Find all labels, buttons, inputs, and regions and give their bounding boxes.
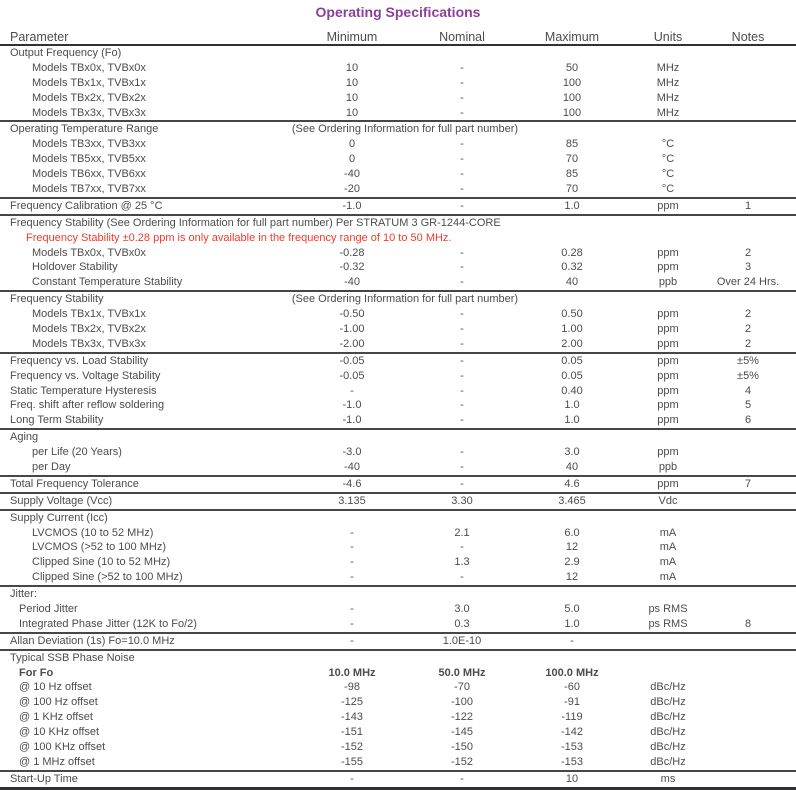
table-row <box>0 681 796 696</box>
nominal-cell: - <box>460 460 464 473</box>
maximum-cell: 1.0 <box>564 399 580 412</box>
section-header-row <box>0 651 796 666</box>
minimum-cell: -40 <box>344 168 360 181</box>
parameter-cell: Models TBx0x, TVBx0x <box>32 61 146 74</box>
units-cell: Vdc <box>658 494 678 507</box>
minimum-cell: -152 <box>340 741 364 754</box>
nominal-cell: 1.3 <box>454 556 470 569</box>
nominal-cell: - <box>460 138 464 151</box>
section-header-row <box>0 216 796 231</box>
parameter-cell: Models TBx0x, TVBx0x <box>32 246 146 259</box>
maximum-cell: 0.40 <box>561 384 583 397</box>
minimum-cell: -0.28 <box>339 246 365 259</box>
nominal-cell: - <box>460 153 464 166</box>
minimum-cell: 10 <box>345 61 359 74</box>
units-cell: mA <box>659 526 677 539</box>
table-row <box>0 555 796 570</box>
minimum-cell: 0 <box>348 153 356 166</box>
parameter-cell: For Fo <box>19 666 54 679</box>
nominal-cell: - <box>460 91 464 104</box>
maximum-cell: 85 <box>565 138 579 151</box>
table-row <box>0 460 796 477</box>
nominal-cell: - <box>460 261 464 274</box>
parameter-cell: LVCMOS (10 to 52 MHz) <box>32 526 154 539</box>
notes-cell: 5 <box>744 399 752 412</box>
minimum-cell: -2.00 <box>339 337 365 350</box>
parameter-cell: Supply Voltage (Vcc) <box>10 494 113 507</box>
maximum-cell: 12 <box>565 571 579 584</box>
units-cell: MHz <box>656 76 680 89</box>
maximum-cell: -91 <box>564 696 580 709</box>
maximum-cell: 6.0 <box>564 526 580 539</box>
maximum-cell: 100 <box>562 106 582 119</box>
parameter-cell: per Life (20 Years) <box>32 446 122 459</box>
table-row <box>0 617 796 634</box>
table-row <box>0 477 796 494</box>
maximum-cell: -153 <box>560 755 584 768</box>
nominal-cell: 0.3 <box>454 617 470 630</box>
units-cell: dBc/Hz <box>650 711 686 724</box>
nominal-cell: -150 <box>450 741 474 754</box>
maximum-cell: 0.50 <box>561 308 583 321</box>
maximum-cell: 0.28 <box>561 246 583 259</box>
section-header-row <box>0 587 796 602</box>
notes-cell: ±5% <box>737 369 759 382</box>
units-cell: ppm <box>657 399 679 412</box>
parameter-cell: Models TB6xx, TVB6xx <box>32 168 146 181</box>
parameter-cell: Models TBx3x, TVBx3x <box>32 106 146 119</box>
column-header-notes: Notes <box>731 30 765 44</box>
units-cell: dBc/Hz <box>650 755 686 768</box>
minimum-cell: - <box>350 571 354 584</box>
section-header-row <box>0 430 796 445</box>
table-row <box>0 755 796 772</box>
table-row <box>0 634 796 651</box>
table-row <box>0 182 796 199</box>
units-cell: MHz <box>656 61 680 74</box>
minimum-cell: -0.50 <box>339 308 365 321</box>
table-row <box>0 570 796 587</box>
minimum-cell: -0.05 <box>339 369 365 382</box>
maximum-cell: 100 <box>562 76 582 89</box>
table-row <box>0 413 796 430</box>
units-cell: mA <box>659 571 677 584</box>
units-cell: mA <box>659 556 677 569</box>
notes-cell: Over 24 Hrs. <box>716 276 780 289</box>
maximum-cell: 5.0 <box>564 603 580 615</box>
parameter-cell: Aging <box>10 431 39 444</box>
units-cell: mA <box>659 541 677 554</box>
nominal-cell: - <box>460 246 464 259</box>
maximum-cell: 3.465 <box>558 494 586 507</box>
minimum-cell: - <box>350 603 354 615</box>
table-header-row <box>0 24 796 46</box>
table-row <box>0 106 796 123</box>
minimum-cell: -3.0 <box>342 446 362 459</box>
nominal-cell: - <box>460 571 464 584</box>
units-cell: ms <box>660 772 676 785</box>
nominal-cell: - <box>460 384 464 397</box>
table-row <box>0 384 796 399</box>
table-row <box>0 725 796 740</box>
table-row <box>0 445 796 460</box>
column-header-units: Units <box>653 30 683 44</box>
table-row <box>0 666 796 681</box>
minimum-cell: -40 <box>344 276 360 289</box>
column-header-nominal: Nominal <box>439 30 485 44</box>
parameter-cell: Jitter: <box>10 588 37 601</box>
page-title: Operating Specifications <box>315 4 481 20</box>
maximum-cell: -60 <box>564 681 580 694</box>
nominal-cell: 3.0 <box>454 603 470 615</box>
nominal-cell: 3.30 <box>451 494 473 507</box>
maximum-cell: 0.32 <box>561 261 583 274</box>
maximum-cell: 2.9 <box>564 556 580 569</box>
maximum-cell: 2.00 <box>561 337 583 350</box>
maximum-cell: 100 <box>562 91 582 104</box>
units-cell: °C <box>661 182 675 195</box>
units-cell: ppm <box>657 354 679 367</box>
notes-cell: 6 <box>744 414 752 427</box>
minimum-cell: - <box>350 634 354 647</box>
minimum-cell: -1.0 <box>342 199 362 212</box>
notes-cell: 2 <box>744 337 752 350</box>
table-row <box>0 337 796 354</box>
maximum-cell: - <box>570 634 574 647</box>
nominal-cell: - <box>460 541 464 554</box>
maximum-cell: 40 <box>565 276 579 289</box>
units-cell: ps RMS <box>648 603 688 615</box>
nominal-cell: -122 <box>450 711 474 724</box>
maximum-cell: 1.0 <box>564 414 580 427</box>
section-header-row <box>0 511 796 526</box>
table-row <box>0 602 796 617</box>
table-row <box>0 740 796 755</box>
minimum-cell: -125 <box>340 696 364 709</box>
parameter-cell: @ 1 KHz offset <box>19 711 93 724</box>
section-header-row <box>0 46 796 61</box>
table-row <box>0 275 796 292</box>
table-body <box>0 46 796 790</box>
table-row <box>0 369 796 384</box>
nominal-cell: 1.0E-10 <box>442 634 482 647</box>
units-cell: ps RMS <box>648 617 688 630</box>
table-row <box>0 260 796 275</box>
parameter-cell: Operating Temperature Range <box>10 123 159 136</box>
parameter-cell: Integrated Phase Jitter (12K to Fo/2) <box>19 617 197 630</box>
parameter-cell: Start-Up Time <box>10 772 78 785</box>
table-row <box>0 76 796 91</box>
maximum-cell: 85 <box>565 168 579 181</box>
nominal-cell: - <box>460 106 464 119</box>
maximum-cell: 50 <box>565 61 579 74</box>
parameter-cell: Typical SSB Phase Noise <box>10 651 135 664</box>
nominal-cell: - <box>460 182 464 195</box>
column-header-parameter: Parameter <box>10 30 69 44</box>
parameter-cell: @ 100 Hz offset <box>19 696 98 709</box>
nominal-cell: - <box>460 399 464 412</box>
table-row <box>0 541 796 556</box>
ordering-info-note: (See Ordering Information for full part number) <box>291 293 519 306</box>
minimum-cell: - <box>350 617 354 630</box>
parameter-cell: Period Jitter <box>19 603 78 615</box>
parameter-cell: Models TBx1x, TVBx1x <box>32 308 146 321</box>
parameter-cell: Frequency Stability <box>10 293 104 306</box>
table-row <box>0 246 796 261</box>
maximum-cell: 3.0 <box>564 446 580 459</box>
parameter-cell: LVCMOS (>52 to 100 MHz) <box>32 541 166 554</box>
nominal-cell: -152 <box>450 755 474 768</box>
nominal-cell: - <box>460 446 464 459</box>
parameter-cell: Frequency vs. Voltage Stability <box>10 369 161 382</box>
parameter-cell: Constant Temperature Stability <box>32 276 183 289</box>
table-row <box>0 61 796 76</box>
minimum-cell: -0.05 <box>339 354 365 367</box>
parameter-cell: Models TBx1x, TVBx1x <box>32 76 146 89</box>
table-row <box>0 152 796 167</box>
units-cell: ppm <box>657 246 679 259</box>
nominal-cell: - <box>460 414 464 427</box>
parameter-cell: Models TBx2x, TVBx2x <box>32 91 146 104</box>
table-row <box>0 710 796 725</box>
units-cell: ppm <box>657 322 679 335</box>
parameter-cell: per Day <box>32 460 71 473</box>
notes-cell: 3 <box>744 261 752 274</box>
minimum-cell: 3.135 <box>338 494 366 507</box>
maximum-cell: 0.05 <box>561 354 583 367</box>
table-row <box>0 398 796 413</box>
column-header-minimum: Minimum <box>326 30 378 44</box>
parameter-cell: Frequency Calibration @ 25 °C <box>10 199 163 212</box>
table-row <box>0 772 796 790</box>
nominal-cell: - <box>460 168 464 181</box>
maximum-cell: -142 <box>560 726 584 739</box>
parameter-cell: Freq. shift after reflow soldering <box>10 399 165 412</box>
minimum-cell: -1.0 <box>342 414 362 427</box>
maximum-cell: 100.0 MHz <box>545 666 599 679</box>
minimum-cell: -1.0 <box>342 399 362 412</box>
units-cell: MHz <box>656 91 680 104</box>
parameter-cell: Holdover Stability <box>32 261 118 274</box>
nominal-cell: -70 <box>454 681 470 694</box>
table-row <box>0 494 796 511</box>
units-cell: dBc/Hz <box>650 696 686 709</box>
parameter-cell: Frequency Stability (See Ordering Information for full part number) Per STRATUM 3 GR-1244-CORE <box>10 216 501 229</box>
table-row <box>0 199 796 216</box>
parameter-cell: @ 100 KHz offset <box>19 741 106 754</box>
minimum-cell: -143 <box>340 711 364 724</box>
maximum-cell: 12 <box>565 541 579 554</box>
minimum-cell: -4.6 <box>342 477 362 490</box>
minimum-cell: - <box>350 772 354 785</box>
notes-cell: ±5% <box>737 354 759 367</box>
minimum-cell: - <box>350 526 354 539</box>
parameter-cell: Frequency vs. Load Stability <box>10 354 149 367</box>
minimum-cell: -0.32 <box>339 261 365 274</box>
units-cell: ppb <box>658 276 678 289</box>
minimum-cell: -40 <box>344 460 360 473</box>
units-cell: ppm <box>657 261 679 274</box>
red-note-text: Frequency Stability ±0.28 ppm is only available in the frequency range of 10 to 50 MHz. <box>26 231 452 244</box>
notes-cell: 7 <box>744 477 752 490</box>
units-cell: dBc/Hz <box>650 681 686 694</box>
notes-cell: 8 <box>744 617 752 630</box>
table-row <box>0 307 796 322</box>
minimum-cell: 10.0 MHz <box>328 666 376 679</box>
parameter-cell: @ 10 KHz offset <box>19 726 100 739</box>
units-cell: ppm <box>657 308 679 321</box>
nominal-cell: - <box>460 477 464 490</box>
maximum-cell: -153 <box>560 741 584 754</box>
maximum-cell: 1.00 <box>561 322 583 335</box>
maximum-cell: 1.0 <box>564 199 580 212</box>
notes-cell: 2 <box>744 322 752 335</box>
parameter-cell: Supply Current (Icc) <box>10 511 108 524</box>
units-cell: dBc/Hz <box>650 741 686 754</box>
maximum-cell: -119 <box>561 711 583 724</box>
section-header-row <box>0 292 796 307</box>
parameter-cell: Long Term Stability <box>10 414 104 427</box>
nominal-cell: - <box>460 369 464 382</box>
table-row <box>0 167 796 182</box>
units-cell: ppm <box>657 477 679 490</box>
minimum-cell: 10 <box>345 91 359 104</box>
maximum-cell: 0.05 <box>561 369 583 382</box>
units-cell: °C <box>661 153 675 166</box>
minimum-cell: -20 <box>344 182 360 195</box>
nominal-cell: - <box>460 308 464 321</box>
minimum-cell: -155 <box>340 755 364 768</box>
table-row <box>0 137 796 152</box>
parameter-cell: Models TB3xx, TVB3xx <box>32 138 146 151</box>
notes-cell: 4 <box>744 384 752 397</box>
table-row <box>0 91 796 106</box>
notes-cell: 1 <box>744 199 752 212</box>
table-row <box>0 526 796 541</box>
maximum-cell: 40 <box>565 460 579 473</box>
parameter-cell: Clipped Sine (10 to 52 MHz) <box>32 556 171 569</box>
units-cell: ppm <box>657 337 679 350</box>
units-cell: ppm <box>657 414 679 427</box>
parameter-cell: Clipped Sine (>52 to 100 MHz) <box>32 571 183 584</box>
parameter-cell: Static Temperature Hysteresis <box>10 384 157 397</box>
nominal-cell: - <box>460 354 464 367</box>
notes-cell: 2 <box>744 246 752 259</box>
minimum-cell: - <box>350 556 354 569</box>
minimum-cell: -1.00 <box>339 322 365 335</box>
nominal-cell: -100 <box>450 696 474 709</box>
maximum-cell: 10 <box>565 772 579 785</box>
nominal-cell: -145 <box>450 726 474 739</box>
minimum-cell: 10 <box>345 76 359 89</box>
units-cell: ppm <box>657 369 679 382</box>
parameter-cell: @ 1 MHz offset <box>19 755 95 768</box>
ordering-info-note: (See Ordering Information for full part number) <box>291 123 519 136</box>
column-header-maximum: Maximum <box>544 30 600 44</box>
nominal-cell: - <box>460 199 464 212</box>
nominal-cell: - <box>460 276 464 289</box>
maximum-cell: 70 <box>565 153 579 166</box>
notes-cell: 2 <box>744 308 752 321</box>
nominal-cell: - <box>460 61 464 74</box>
nominal-cell: - <box>460 337 464 350</box>
minimum-cell: - <box>350 384 354 397</box>
minimum-cell: -98 <box>344 681 360 694</box>
units-cell: MHz <box>656 106 680 119</box>
units-cell: ppm <box>657 199 679 212</box>
nominal-cell: 50.0 MHz <box>438 666 486 679</box>
nominal-cell: - <box>460 76 464 89</box>
table-row <box>0 354 796 369</box>
units-cell: °C <box>661 138 675 151</box>
units-cell: ppm <box>657 384 679 397</box>
maximum-cell: 1.0 <box>564 617 580 630</box>
minimum-cell: - <box>350 541 354 554</box>
units-cell: ppb <box>658 460 678 473</box>
parameter-cell: Models TB7xx, TVB7xx <box>32 182 146 195</box>
nominal-cell: - <box>460 772 464 785</box>
units-cell: °C <box>661 168 675 181</box>
maximum-cell: 70 <box>565 182 579 195</box>
minimum-cell: 10 <box>345 106 359 119</box>
parameter-cell: Total Frequency Tolerance <box>10 477 139 490</box>
note-row <box>0 231 796 246</box>
parameter-cell: Allan Deviation (1s) Fo=10.0 MHz <box>10 634 175 647</box>
table-row <box>0 322 796 337</box>
table-row <box>0 695 796 710</box>
section-header-row <box>0 122 796 137</box>
units-cell: ppm <box>657 446 679 459</box>
maximum-cell: 4.6 <box>564 477 580 490</box>
units-cell: dBc/Hz <box>650 726 686 739</box>
nominal-cell: 2.1 <box>454 526 470 539</box>
parameter-cell: Models TBx2x, TVBx2x <box>32 322 146 335</box>
minimum-cell: -151 <box>340 726 364 739</box>
parameter-cell: @ 10 Hz offset <box>19 681 92 694</box>
parameter-cell: Output Frequency (Fo) <box>10 46 122 59</box>
parameter-cell: Models TBx3x, TVBx3x <box>32 337 146 350</box>
minimum-cell: 0 <box>348 138 356 151</box>
parameter-cell: Models TB5xx, TVB5xx <box>32 153 146 166</box>
nominal-cell: - <box>460 322 464 335</box>
